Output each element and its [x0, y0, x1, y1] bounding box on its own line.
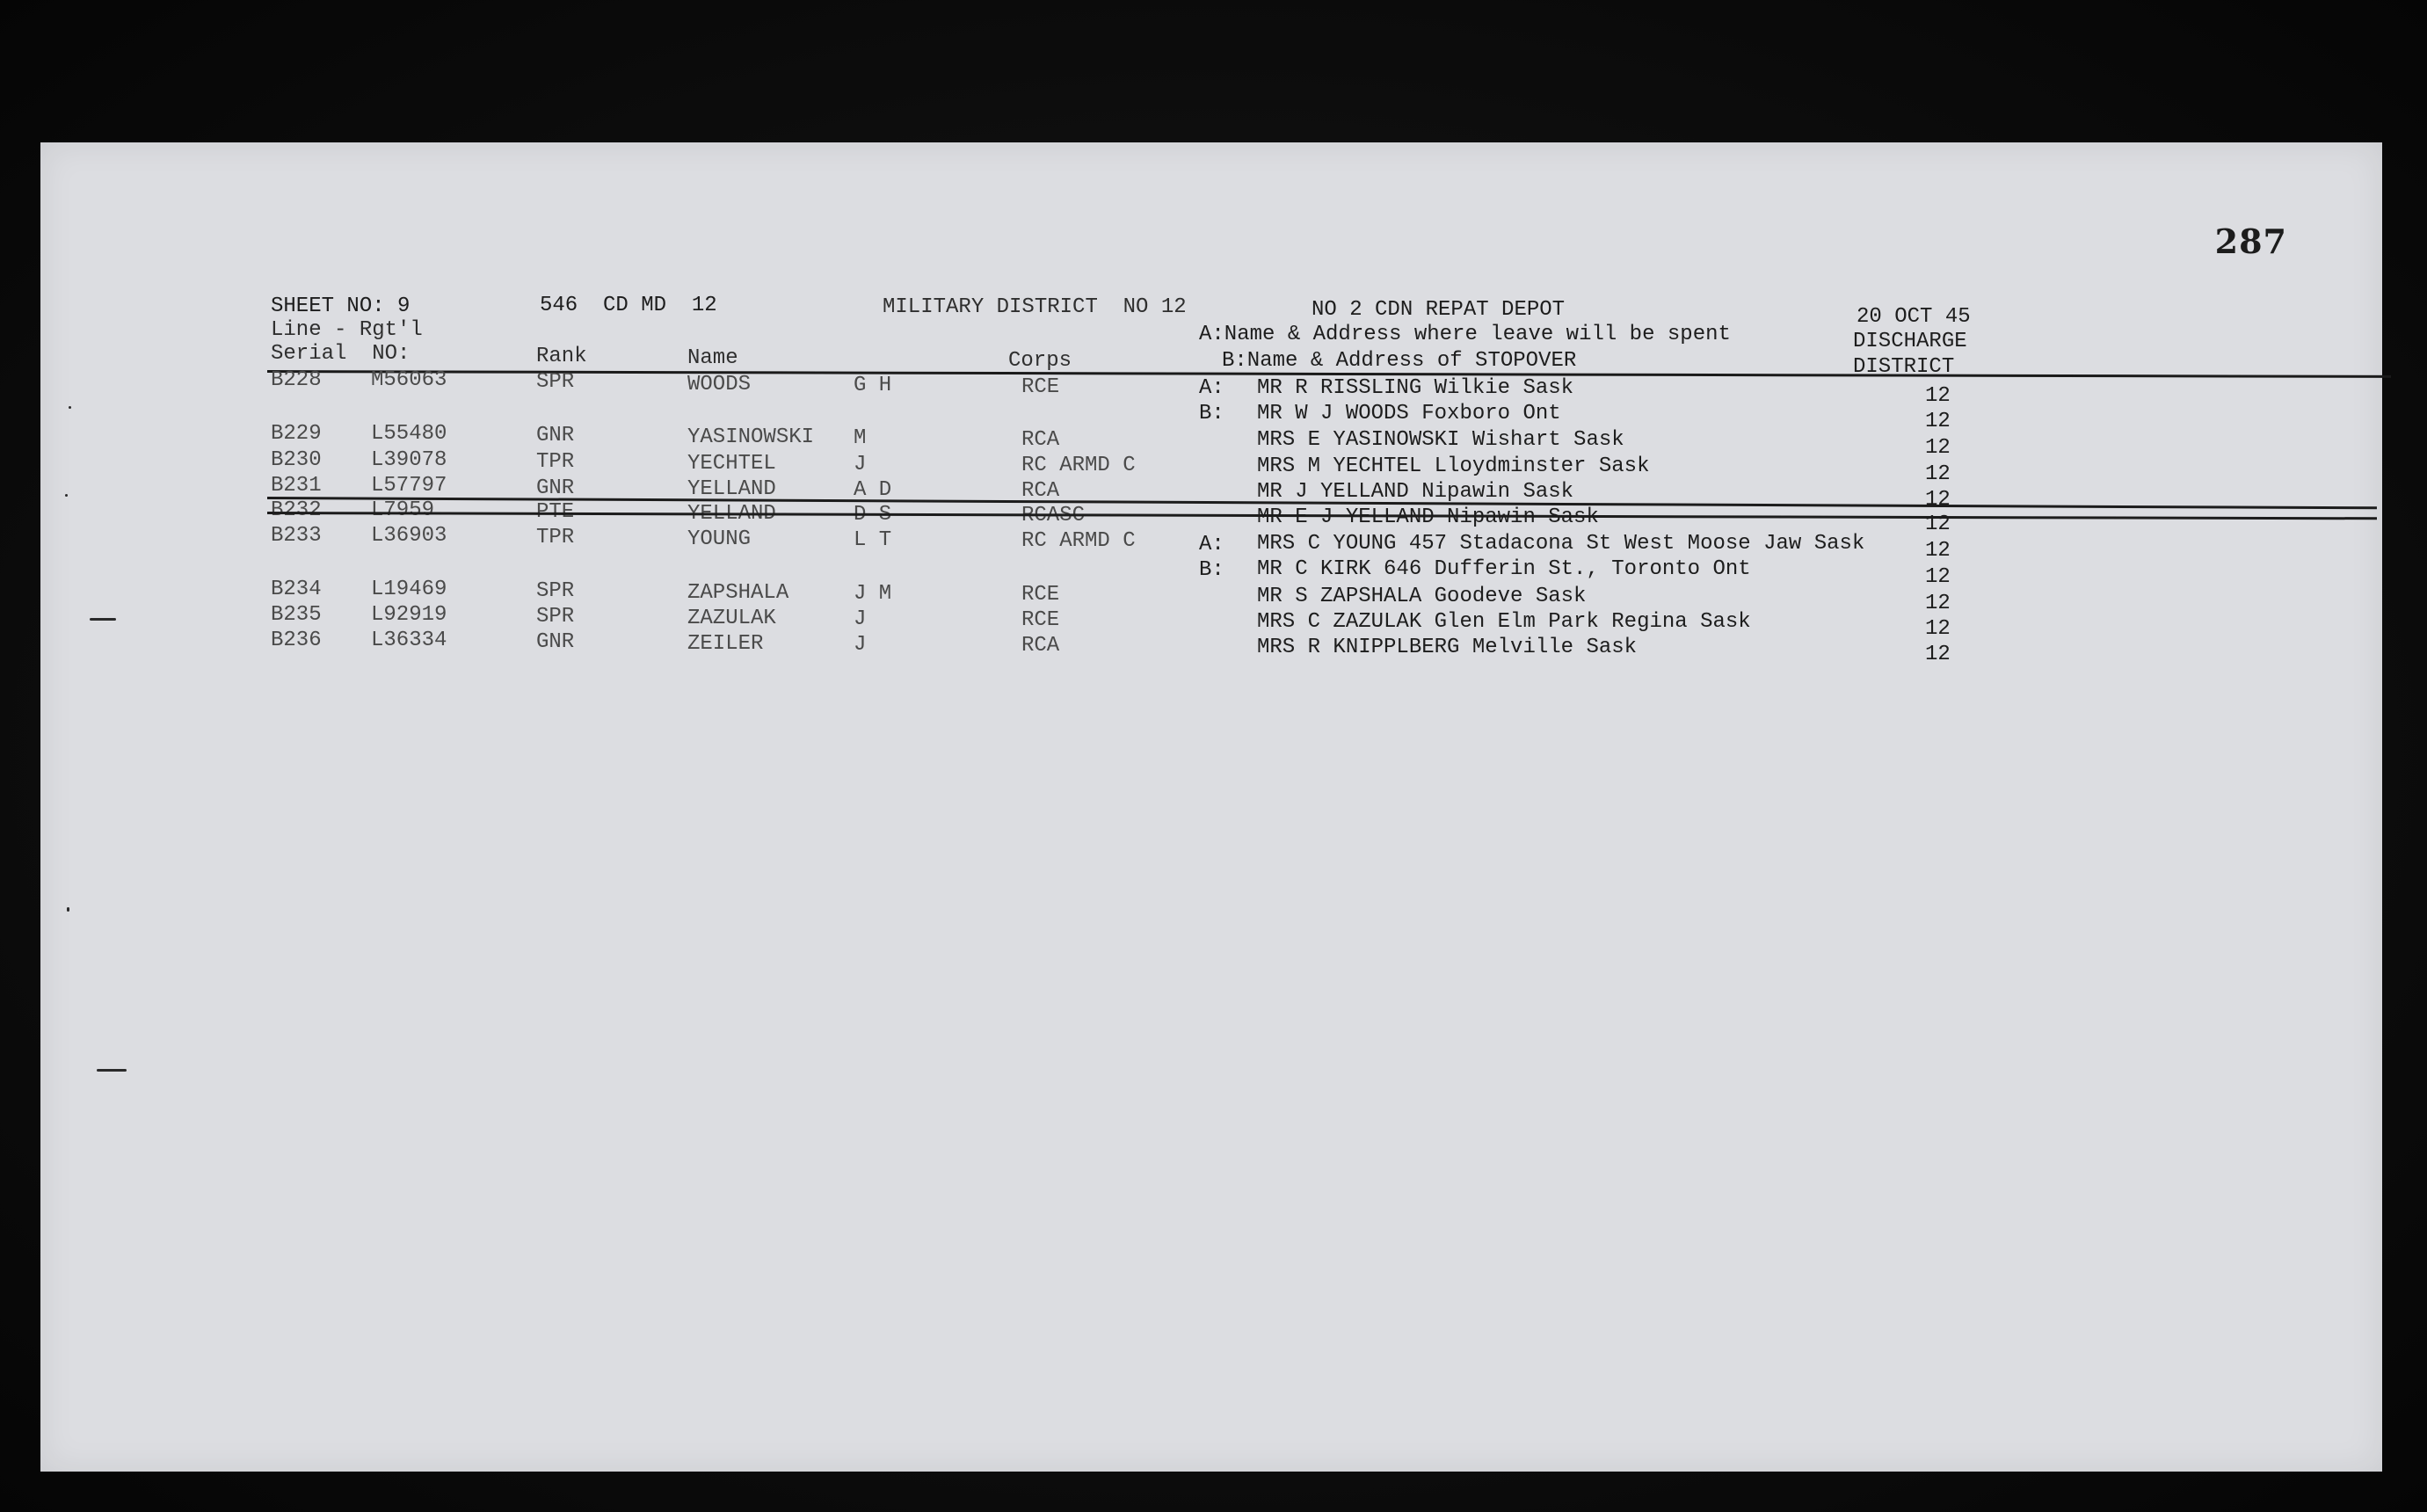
row-regt-b231: L57797 — [371, 474, 447, 498]
row-surname-b228: WOODS — [687, 373, 752, 396]
row-corps-b234: RCE — [1021, 583, 1060, 607]
row-address-b236: MRS R KNIPPLBERG Melville Sask — [1257, 636, 1638, 659]
row-line-b228: B228 — [271, 368, 322, 392]
row-district-b228-b: 12 — [1925, 410, 1951, 433]
discharge-label: DISCHARGE — [1853, 330, 1967, 353]
row-initials-b236: J — [854, 633, 867, 657]
row-line-b230: B230 — [271, 448, 322, 472]
row-regt-b228: M56063 — [371, 368, 447, 392]
address-a-label: A:Name & Address where leave will be spent — [1199, 323, 1731, 346]
row-surname-b234: ZAPSHALA — [687, 581, 789, 605]
row-surname-b235: ZAZULAK — [687, 607, 776, 630]
row-corps-b231: RCA — [1021, 479, 1060, 503]
row-address-b230: MRS M YECHTEL Lloydminster Sask — [1257, 454, 1650, 478]
row-corps-b233: RC ARMD C — [1021, 529, 1136, 553]
unit-code: 546 CD MD 12 — [540, 294, 717, 317]
row-district-b230: 12 — [1925, 462, 1951, 486]
row-corps-b232: RCASC — [1021, 504, 1086, 527]
row-line-b236: B236 — [271, 629, 322, 652]
row-line-b231: B231 — [271, 474, 322, 498]
row-surname-b233: YOUNG — [687, 527, 752, 551]
row-initials-b231: A D — [854, 478, 892, 502]
row-regt-b232: L7959 — [371, 498, 435, 522]
row-district-b234: 12 — [1925, 592, 1951, 615]
row-district-b233-b: 12 — [1925, 565, 1951, 589]
depot-name: NO 2 CDN REPAT DEPOT — [1312, 298, 1566, 322]
row-corps-b236: RCA — [1021, 634, 1060, 658]
row-regt-b229: L55480 — [371, 422, 447, 446]
row-district-b229: 12 — [1925, 436, 1951, 460]
row-initials-b234: J M — [854, 582, 892, 606]
row-regt-b230: L39078 — [371, 448, 447, 472]
row-surname-b230: YECHTEL — [687, 452, 776, 476]
row-initials-b228: G H — [854, 374, 892, 397]
scan-mark — [97, 1069, 127, 1072]
row-rank-b230: TPR — [536, 450, 575, 474]
row-line-b229: B229 — [271, 422, 322, 446]
serial-no-label: Serial NO: — [271, 342, 411, 366]
row-corps-b228: RCE — [1021, 375, 1060, 399]
row-prefix-b233-a: A: — [1199, 533, 1224, 556]
row-district-b233-a: 12 — [1925, 539, 1951, 563]
corps-label: Corps — [1008, 349, 1072, 373]
row-address-b231: MR J YELLAND Nipawin Sask — [1257, 480, 1574, 504]
row-line-b234: B234 — [271, 578, 322, 601]
row-regt-b234: L19469 — [371, 578, 447, 601]
row-address-b233-b: MR C KIRK 646 Dufferin St., Toronto Ont — [1257, 557, 1751, 581]
row-line-b235: B235 — [271, 603, 322, 627]
row-corps-b229: RCA — [1021, 428, 1060, 452]
row-address-b229: MRS E YASINOWSKI Wishart Sask — [1257, 428, 1624, 452]
row-address-b233-a: MRS C YOUNG 457 Stadacona St West Moose Jaw Sask — [1257, 532, 1865, 556]
sheet-number: SHEET NO: 9 — [271, 294, 411, 318]
row-rank-b232: PTE — [536, 500, 575, 524]
row-line-b233: B233 — [271, 524, 322, 548]
record-date: 20 OCT 45 — [1857, 305, 1971, 329]
scan-mark — [67, 907, 69, 912]
row-address-b228-a: MR R RISSLING Wilkie Sask — [1257, 376, 1574, 400]
row-district-b232: 12 — [1925, 512, 1951, 536]
row-surname-b229: YASINOWSKI — [687, 425, 815, 449]
scan-mark — [65, 494, 68, 497]
row-surname-b231: YELLAND — [687, 477, 776, 501]
row-corps-b235: RCE — [1021, 608, 1060, 632]
row-address-b235: MRS C ZAZULAK Glen Elm Park Regina Sask — [1257, 610, 1751, 634]
row-regt-b235: L92919 — [371, 603, 447, 627]
row-rank-b231: GNR — [536, 476, 575, 500]
row-rank-b236: GNR — [536, 630, 575, 654]
row-rank-b233: TPR — [536, 526, 575, 549]
row-rank-b235: SPR — [536, 605, 575, 629]
scan-mark — [90, 618, 116, 621]
row-initials-b229: M — [854, 426, 867, 450]
row-prefix-b228-b: B: — [1199, 402, 1224, 425]
address-b-label: B:Name & Address of STOPOVER — [1222, 349, 1577, 373]
row-district-b236: 12 — [1925, 643, 1951, 666]
row-address-b228-b: MR W J WOODS Foxboro Ont — [1257, 402, 1561, 425]
line-regt-label: Line - Rgt'l — [271, 318, 423, 342]
row-rank-b228: SPR — [536, 370, 575, 394]
district-label: DISTRICT — [1853, 355, 1955, 379]
scan-mark — [69, 406, 71, 409]
row-corps-b230: RC ARMD C — [1021, 454, 1136, 477]
row-initials-b233: L T — [854, 528, 892, 552]
row-initials-b232: D S — [854, 503, 892, 527]
row-district-b231: 12 — [1925, 488, 1951, 512]
row-initials-b235: J — [854, 607, 867, 631]
row-district-b228-a: 12 — [1925, 384, 1951, 408]
record-sheet — [40, 142, 2382, 1472]
row-district-b235: 12 — [1925, 617, 1951, 641]
row-surname-b232: YELLAND — [687, 502, 776, 526]
row-initials-b230: J — [854, 453, 867, 476]
page-number: 287 — [2214, 222, 2287, 261]
row-prefix-b233-b: B: — [1199, 558, 1224, 582]
row-prefix-b228-a: A: — [1199, 376, 1224, 400]
row-regt-b236: L36334 — [371, 629, 447, 652]
row-regt-b233: L36903 — [371, 524, 447, 548]
rank-label: Rank — [536, 345, 587, 368]
row-line-b232: B232 — [271, 498, 322, 522]
military-district: MILITARY DISTRICT NO 12 — [883, 295, 1187, 319]
name-label: Name — [687, 346, 738, 370]
row-address-b234: MR S ZAPSHALA Goodeve Sask — [1257, 585, 1587, 608]
row-address-b232: MR E J YELLAND Nipawin Sask — [1257, 505, 1599, 529]
row-rank-b229: GNR — [536, 424, 575, 447]
row-rank-b234: SPR — [536, 579, 575, 603]
row-surname-b236: ZEILER — [687, 632, 764, 656]
